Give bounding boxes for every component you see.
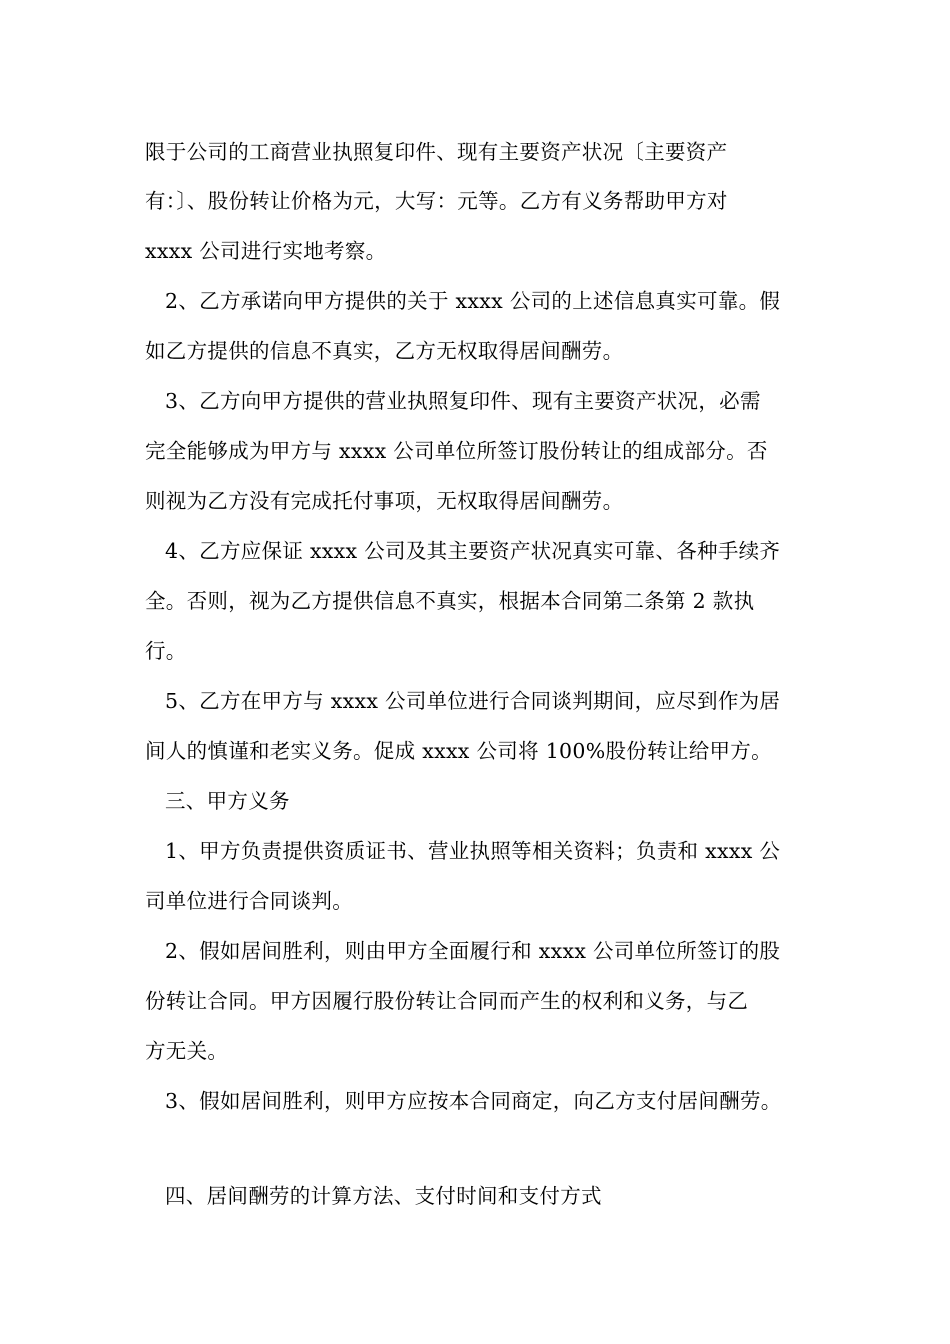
paragraph-line: 方无关。 [145,1039,229,1063]
section-heading: 三、甲方义务 [165,789,290,813]
paragraph-line: 2、乙方承诺向甲方提供的关于 xxxx 公司的上述信息真实可靠。假 [165,289,781,313]
paragraph-line: 5、乙方在甲方与 xxxx 公司单位进行合同谈判期间，应尽到作为居 [165,689,781,713]
paragraph-line: 行。 [145,639,187,663]
paragraph-line: 完全能够成为甲方与 xxxx 公司单位所签订股份转让的组成部分。否 [145,439,768,463]
paragraph-line: 3、乙方向甲方提供的营业执照复印件、现有主要资产状况，必需 [165,389,761,413]
paragraph-line: 1、甲方负责提供资质证书、营业执照等相关资料；负责和 xxxx 公 [165,839,781,863]
paragraph-line: 全。否则，视为乙方提供信息不真实，根据本合同第二条第 2 款执 [145,589,755,613]
paragraph-line: 则视为乙方没有完成托付事项，无权取得居间酬劳。 [145,489,624,513]
paragraph-line: 限于公司的工商营业执照复印件、现有主要资产状况〔主要资产 [145,140,728,164]
paragraph-line: 间人的慎谨和老实义务。促成 xxxx 公司将 100%股份转让给甲方。 [145,739,772,763]
paragraph-line: 4、乙方应保证 xxxx 公司及其主要资产状况真实可靠、各种手续齐 [165,539,781,563]
paragraph-line: 有：〕、股份转让价格为元，大写：元等。乙方有义务帮助甲方对 [145,189,728,213]
paragraph-line: xxxx 公司进行实地考察。 [145,239,387,263]
paragraph-line: 2、假如居间胜利，则由甲方全面履行和 xxxx 公司单位所签订的股 [165,939,781,963]
paragraph-line: 3、假如居间胜利，则甲方应按本合同商定，向乙方支付居间酬劳。 [165,1089,782,1113]
paragraph-line: 如乙方提供的信息不真实，乙方无权取得居间酬劳。 [145,339,624,363]
paragraph-line: 司单位进行合同谈判。 [145,889,353,913]
paragraph-line: 份转让合同。甲方因履行股份转让合同而产生的权利和义务，与乙 [145,989,749,1013]
section-heading: 四、居间酬劳的计算方法、支付时间和支付方式 [165,1184,602,1208]
